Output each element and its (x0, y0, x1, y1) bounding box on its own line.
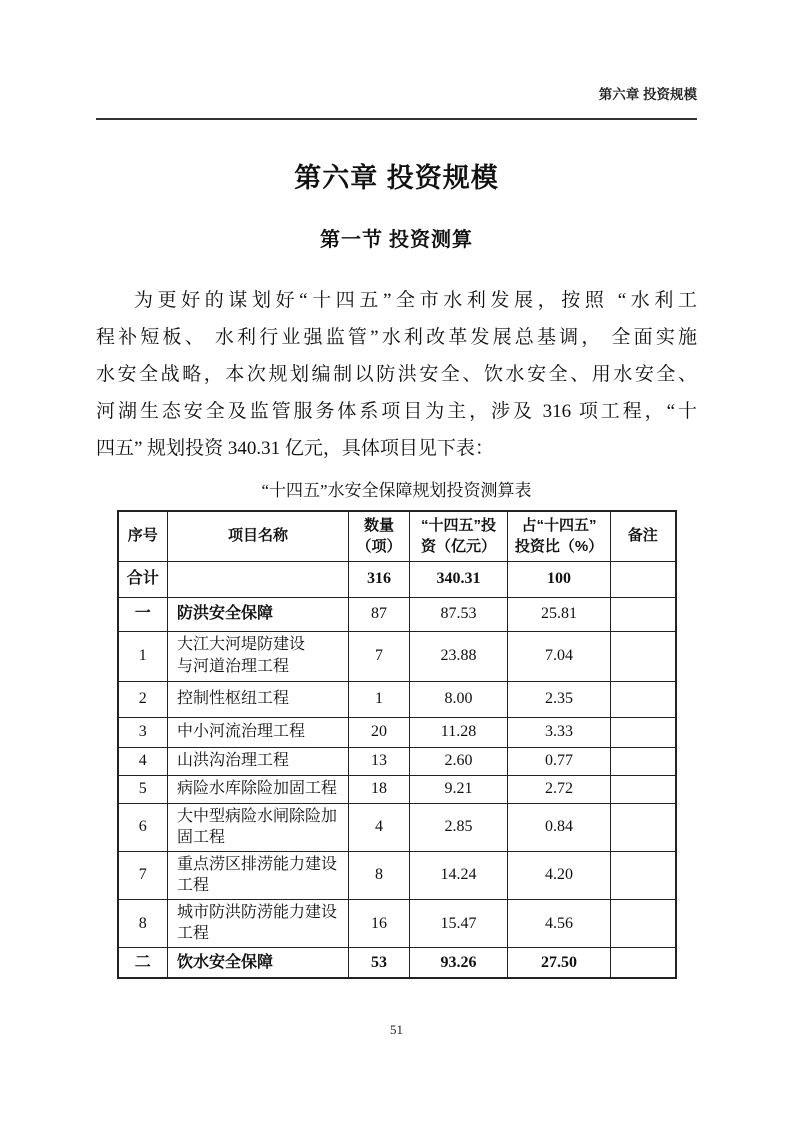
cell-name (168, 561, 349, 597)
cell-index: 4 (118, 747, 168, 775)
cell-investment: 340.31 (410, 561, 508, 597)
cell-ratio: 27.50 (508, 948, 611, 978)
cell-name: 中小河流治理工程 (168, 717, 349, 747)
cell-name: 重点涝区排涝能力建设 工程 (168, 851, 349, 899)
cell-ratio: 4.20 (508, 851, 611, 899)
column-header-count: 数量 （项） (349, 511, 410, 561)
cell-note (611, 851, 676, 899)
cell-investment: 23.88 (410, 631, 508, 681)
cell-index: 二 (118, 948, 168, 978)
cell-ratio: 2.35 (508, 681, 611, 717)
cell-name: 大江大河堤防建设 与河道治理工程 (168, 631, 349, 681)
chapter-title: 第六章 投资规模 (294, 163, 499, 193)
paragraph-line: 河湖生态安全及监管服务体系项目为主，涉及 316 项工程，“十 (96, 401, 697, 422)
table-row (118, 747, 676, 775)
table-row (118, 803, 676, 851)
paragraph-line: 四五” 规划投资 340.31 亿元，具体项目见下表： (96, 438, 494, 459)
table-row (118, 681, 676, 717)
table-header-row (118, 511, 676, 561)
cell-note (611, 717, 676, 747)
column-header-note: 备注 (611, 511, 676, 561)
cell-count: 316 (349, 561, 410, 597)
cell-investment: 14.24 (410, 851, 508, 899)
cell-index: 合计 (118, 561, 168, 597)
page-number: 51 (390, 1022, 403, 1037)
table-row (118, 775, 676, 803)
cell-ratio: 0.77 (508, 747, 611, 775)
cell-count: 7 (349, 631, 410, 681)
body-paragraph (96, 282, 697, 467)
cell-ratio: 4.56 (508, 899, 611, 947)
cell-name: 控制性枢纽工程 (168, 681, 349, 717)
cell-note (611, 775, 676, 803)
cell-count: 20 (349, 717, 410, 747)
cell-index: 1 (118, 631, 168, 681)
cell-investment: 2.60 (410, 747, 508, 775)
investment-table (117, 510, 677, 979)
cell-count: 1 (349, 681, 410, 717)
cell-index: 3 (118, 717, 168, 747)
section-title: 第一节 投资测算 (320, 229, 473, 251)
table-row-total (118, 561, 676, 597)
cell-index: 一 (118, 597, 168, 631)
cell-note (611, 747, 676, 775)
cell-investment: 2.85 (410, 803, 508, 851)
table-caption: “十四五”水安全保障规划投资测算表 (261, 481, 532, 500)
column-header-investment: “十四五”投 资（亿元） (410, 511, 508, 561)
table-row (118, 851, 676, 899)
cell-ratio: 3.33 (508, 717, 611, 747)
column-header-name: 项目名称 (168, 511, 349, 561)
cell-investment: 15.47 (410, 899, 508, 947)
cell-name: 病险水库除险加固工程 (168, 775, 349, 803)
paragraph-line: 程补短板、 水利行业强监管”水利改革发展总基调， 全面实施 (96, 327, 697, 348)
cell-count: 4 (349, 803, 410, 851)
cell-count: 53 (349, 948, 410, 978)
cell-note (611, 899, 676, 947)
cell-ratio: 100 (508, 561, 611, 597)
cell-count: 87 (349, 597, 410, 631)
cell-investment: 8.00 (410, 681, 508, 717)
cell-ratio: 2.72 (508, 775, 611, 803)
running-header: 第六章 投资规模 (598, 87, 697, 102)
table-row (118, 631, 676, 681)
cell-ratio: 0.84 (508, 803, 611, 851)
cell-name: 城市防洪防涝能力建设 工程 (168, 899, 349, 947)
cell-investment: 87.53 (410, 597, 508, 631)
cell-investment: 9.21 (410, 775, 508, 803)
table-row-section (118, 948, 676, 978)
cell-index: 6 (118, 803, 168, 851)
header-divider (96, 118, 697, 120)
table-row (118, 717, 676, 747)
cell-investment: 93.26 (410, 948, 508, 978)
cell-index: 5 (118, 775, 168, 803)
cell-count: 13 (349, 747, 410, 775)
cell-note (611, 803, 676, 851)
cell-name: 山洪沟治理工程 (168, 747, 349, 775)
cell-note (611, 681, 676, 717)
cell-count: 16 (349, 899, 410, 947)
cell-name: 防洪安全保障 (168, 597, 349, 631)
cell-count: 18 (349, 775, 410, 803)
column-header-index: 序号 (118, 511, 168, 561)
paragraph-line: 水安全战略，本次规划编制以防洪安全、饮水安全、用水安全、 (96, 364, 697, 385)
cell-note (611, 561, 676, 597)
cell-note (611, 597, 676, 631)
cell-ratio: 25.81 (508, 597, 611, 631)
column-header-ratio: 占“十四五” 投资比（%） (508, 511, 611, 561)
cell-index: 7 (118, 851, 168, 899)
table-row-section (118, 597, 676, 631)
paragraph-line: 为更好的谋划好“十四五”全市水利发展，按照 “水利工 (134, 290, 697, 311)
cell-note (611, 948, 676, 978)
table-row (118, 899, 676, 947)
cell-count: 8 (349, 851, 410, 899)
cell-index: 2 (118, 681, 168, 717)
cell-investment: 11.28 (410, 717, 508, 747)
cell-name: 大中型病险水闸除险加 固工程 (168, 803, 349, 851)
cell-ratio: 7.04 (508, 631, 611, 681)
cell-index: 8 (118, 899, 168, 947)
cell-note (611, 631, 676, 681)
cell-name: 饮水安全保障 (168, 948, 349, 978)
